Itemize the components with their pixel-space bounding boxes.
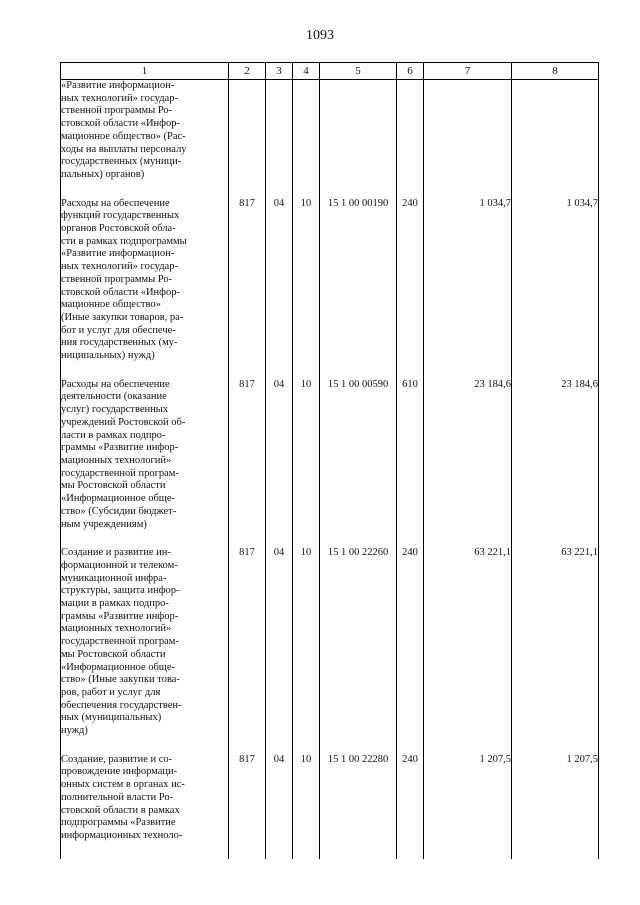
- target-article-code: [320, 80, 397, 198]
- column-header-4: 4: [293, 63, 320, 80]
- section-code: 04: [266, 379, 293, 547]
- row-description: Расходы на обеспечение деятельности (оказание услуг) государственных учреждений Ростовской об- ласти в рамках подпро- граммы «Развитие инфор- мационных технологий» государственной програм- мы Ростовской области «Информационное обще- ство» (Субсидии бюджет- ным учреждениям): [61, 379, 229, 547]
- amount-col-8: 1 034,7: [512, 198, 599, 379]
- expense-type-code: [397, 80, 424, 198]
- column-header-5: 5: [320, 63, 397, 80]
- expense-type-code: 240: [397, 754, 424, 859]
- ministry-code: 817: [229, 379, 266, 547]
- row-description: Создание и развитие ин- формационной и телеком- муникационной инфра- структуры, защита инфор- мации в рамках подпро- граммы «Развитие инфор- мационных технологий» государственной програм- мы Ростовской области «Информационное обще- ство» (Иные закупки това- ров, работ и услуг для обеспечения государствен- ных (муниципальных) нужд): [61, 547, 229, 754]
- amount-col-7: 1 207,5: [424, 754, 512, 859]
- subsection-code: 10: [293, 547, 320, 754]
- subsection-code: [293, 80, 320, 198]
- budget-table: [60, 62, 599, 859]
- column-number-header: [61, 63, 599, 80]
- row-description: Создание, развитие и со- провождение информаци- онных систем в органах ис- полнительной власти Ро- стовской области в рамках подпрограммы «Развитие информационных техноло-: [61, 754, 229, 859]
- expense-type-code: 240: [397, 547, 424, 754]
- target-article-code: 15 1 00 00190: [320, 198, 397, 379]
- amount-col-7: 1 034,7: [424, 198, 512, 379]
- column-header-1: 1: [61, 63, 229, 80]
- amount-col-7: 23 184,6: [424, 379, 512, 547]
- column-header-3: 3: [266, 63, 293, 80]
- section-code: 04: [266, 754, 293, 859]
- section-code: 04: [266, 198, 293, 379]
- ministry-code: 817: [229, 198, 266, 379]
- amount-col-7: [424, 80, 512, 198]
- target-article-code: 15 1 00 22280: [320, 754, 397, 859]
- table-row: [61, 547, 599, 754]
- ministry-code: 817: [229, 547, 266, 754]
- column-header-6: 6: [397, 63, 424, 80]
- table-row: [61, 379, 599, 547]
- page-number: 1093: [306, 28, 334, 43]
- ministry-code: 817: [229, 754, 266, 859]
- table-row: [61, 198, 599, 379]
- amount-col-8: 23 184,6: [512, 379, 599, 547]
- subsection-code: 10: [293, 754, 320, 859]
- column-header-2: 2: [229, 63, 266, 80]
- table-row: [61, 80, 599, 198]
- section-code: [266, 80, 293, 198]
- target-article-code: 15 1 00 22260: [320, 547, 397, 754]
- subsection-code: 10: [293, 379, 320, 547]
- amount-col-8: [512, 80, 599, 198]
- section-code: 04: [266, 547, 293, 754]
- amount-col-8: 1 207,5: [512, 754, 599, 859]
- table-row: [61, 754, 599, 859]
- column-header-7: 7: [424, 63, 512, 80]
- amount-col-7: 63 221,1: [424, 547, 512, 754]
- ministry-code: [229, 80, 266, 198]
- amount-col-8: 63 221,1: [512, 547, 599, 754]
- row-description: «Развитие информацион- ных технологий» государ- ственной программы Ро- стовской области «Инфор- мационное общество» (Рас- ходы на выплаты персоналу государственных (муници- пальных) органов): [61, 80, 229, 198]
- expense-type-code: 610: [397, 379, 424, 547]
- row-description: Расходы на обеспечение функций государственных органов Ростовской обла- сти в рамках подпрограммы «Развитие информацион- ных технологий» государ- ственной программы Ро- стовской области «Инфор- мационное общество» (Иные закупки товаров, ра- бот и услуг для обеспече- ния государственных (му- ниципальных) нужд): [61, 198, 229, 379]
- expense-type-code: 240: [397, 198, 424, 379]
- column-header-8: 8: [512, 63, 599, 80]
- target-article-code: 15 1 00 00590: [320, 379, 397, 547]
- subsection-code: 10: [293, 198, 320, 379]
